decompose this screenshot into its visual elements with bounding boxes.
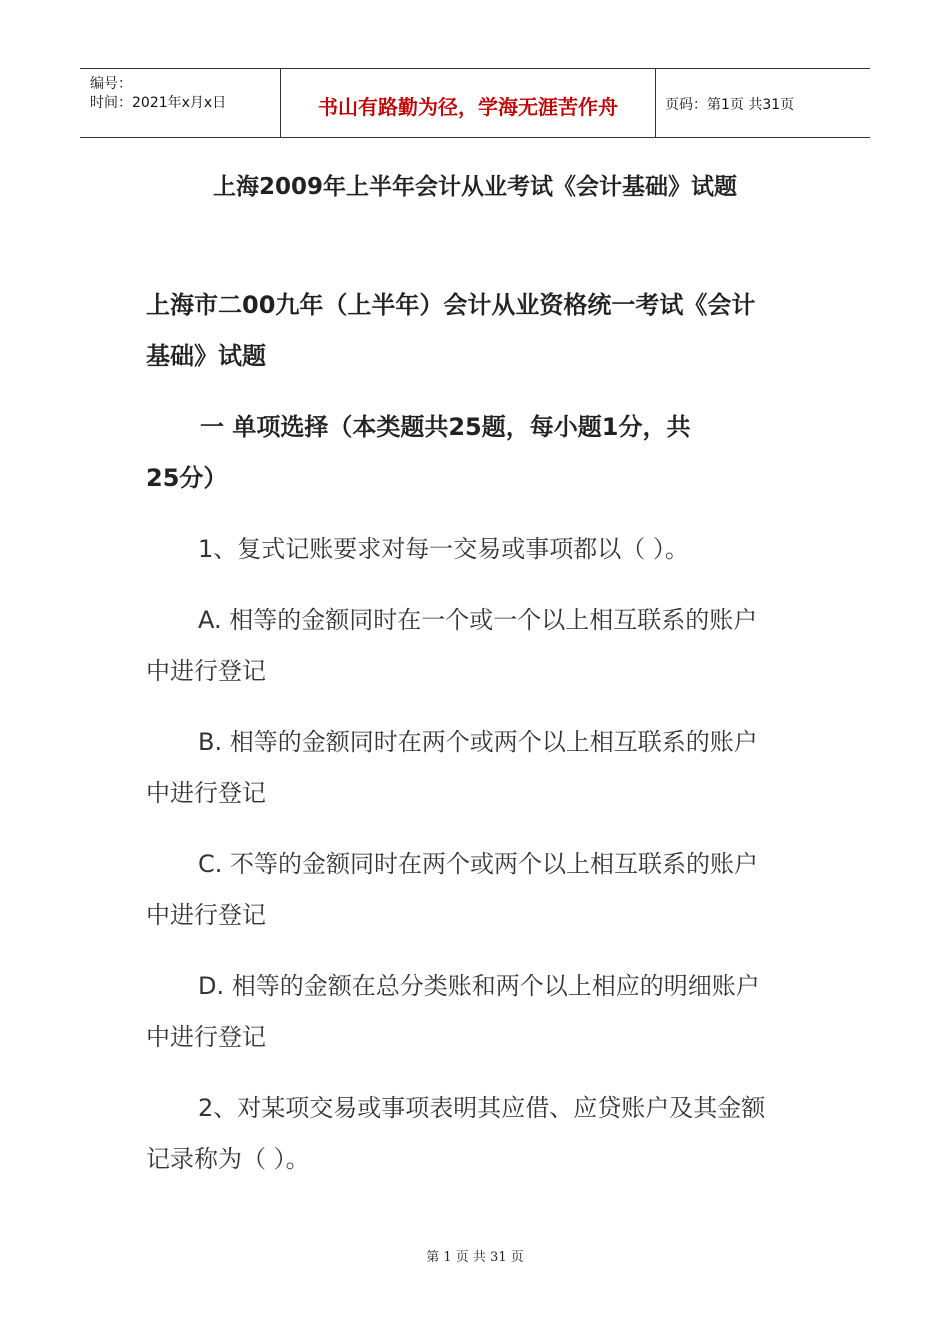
option-line: 中进行登记 [146, 657, 266, 685]
question-1-option-d [146, 961, 810, 1063]
question-1-option-a [146, 595, 810, 697]
section-heading-line: 一 单项选择（本类题共25题，每小题1分，共 [200, 413, 691, 441]
header-meta-cell [80, 69, 280, 137]
time-label: 时间：2021年x月x日 [90, 95, 227, 111]
question-1-option-b [146, 717, 810, 819]
page-footer: 第 1 页 共 31 页 [426, 1250, 524, 1265]
section-heading [146, 402, 810, 504]
question-2-stem [146, 1083, 810, 1185]
subtitle-line: 基础》试题 [146, 342, 266, 370]
option-line: 中进行登记 [146, 1023, 266, 1051]
option-line: C. 不等的金额同时在两个或两个以上相互联系的账户 [198, 850, 759, 878]
header-page-cell [655, 69, 870, 137]
option-line: 中进行登记 [146, 779, 266, 807]
header-table [80, 68, 870, 138]
section-heading-line: 25分） [146, 464, 228, 492]
question-stem-line: 记录称为（ ）。 [146, 1145, 310, 1173]
subtitle-line: 上海市二00九年（上半年）会计从业资格统一考试《会计 [146, 291, 756, 319]
number-label: 编号： [90, 76, 132, 92]
header-motto-cell [280, 69, 656, 137]
question-stem-line: 2、对某项交易或事项表明其应借、应贷账户及其金额 [198, 1094, 766, 1122]
page-info: 页码：第1页 共31页 [665, 97, 795, 113]
subtitle [146, 280, 810, 382]
question-stem-line: 1、复式记账要求对每一交易或事项都以（ ）。 [198, 535, 689, 563]
motto-text: 书山有路勤为径，学海无涯苦作舟 [318, 95, 618, 119]
option-line: D. 相等的金额在总分类账和两个以上相应的明细账户 [198, 972, 760, 1000]
option-line: A. 相等的金额同时在一个或一个以上相互联系的账户 [198, 606, 758, 634]
option-line: 中进行登记 [146, 901, 266, 929]
document-title: 上海2009年上半年会计从业考试《会计基础》试题 [212, 174, 737, 200]
option-line: B. 相等的金额同时在两个或两个以上相互联系的账户 [198, 728, 758, 756]
question-1-stem [146, 524, 810, 575]
question-1-option-c [146, 839, 810, 941]
